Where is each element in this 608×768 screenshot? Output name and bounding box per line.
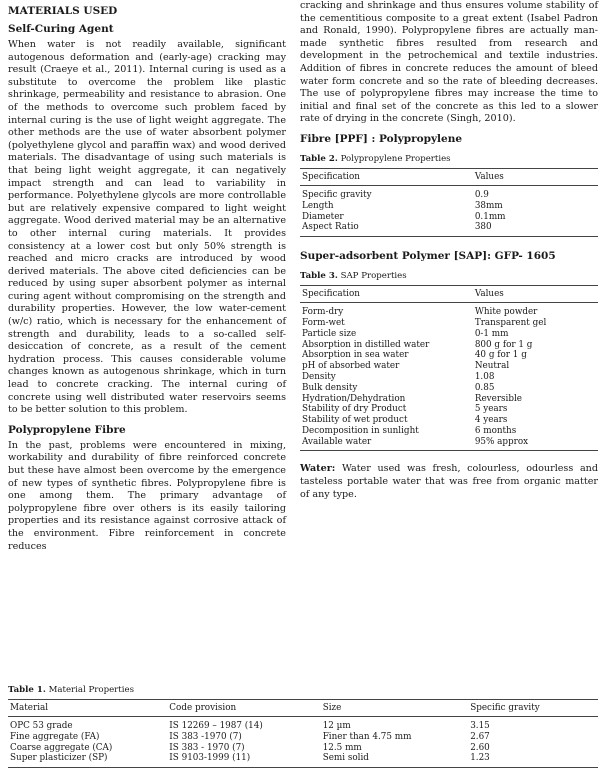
table-row: [8, 732, 598, 743]
table1-caption: [8, 685, 598, 695]
table-cell: Aspect Ratio: [300, 222, 473, 236]
table-cell: Reversible: [474, 393, 523, 404]
table-cell: Specific gravity: [302, 189, 372, 200]
table-cell: Semi solid: [321, 753, 469, 767]
table-cell: 0-1 mm: [474, 328, 509, 339]
table3-caption-text: SAP Properties: [340, 271, 407, 282]
water-label: Water:: [300, 463, 336, 475]
table-cell: Transparent gel: [474, 317, 547, 328]
table-cell: 2.60: [470, 742, 490, 753]
self-curing-paragraph: When water is not readily available, significant autogenous deformation and (early-age) cracking may result (Craeye et al., 2011). Internal curing is used as a substitute to overcome the problem like plastic shrinkage, permeability and resistance to abrasion. One of the methods to overcome such problem faced by internal curing is the use of light weight aggregate. The other methods are the use of water absorbent polymer (polyethylene glycol and paraffin wax) and wood derived materials. The disadvantage of using such materials is that being light weight aggregate, it can negatively impact strength and can lead to variability in performance. Polyethylene glycols are more controllable but are relatively expensive compared to light weight aggregate. Wood derived material may be an alternative to other internal curing materials. It provides consistency at a lower cost but only 50% strength is reached and micro cracks are introduced by wood derived materials. The above cited deficiencies can be reduced by using super absorbent polymer as internal curing agent without compromising on the strength and durability properties. However, the low water-cement (w/c) ratio, which is necessary for the enhancement of strength and durability, leads to a so-called self-desiccation of concrete, as a result of the cement hydration process. This causes considerable volume changes known as autogenous shrinkage, which in turn lead to concrete cracking. The internal curing of concrete using well distributed water reservoirs seems to be better solution to this problem.: [8, 39, 286, 416]
table-cell: Particle size: [302, 328, 357, 339]
table-cell: 12.5 mm: [322, 742, 362, 753]
table-cell: IS 383 -1970 (7): [169, 731, 242, 742]
table-cell: Available water: [300, 437, 473, 451]
table-cell: Diameter: [302, 211, 344, 222]
table-cell: IS 383 - 1970 (7): [169, 742, 245, 753]
table1-caption-text: Material Properties: [48, 685, 134, 695]
table-cell: 95% approx: [473, 437, 598, 451]
table-row: [8, 717, 598, 732]
polypropylene-fibre-paragraph: In the past, problems were encountered in mixing, workability and durability of fibre reinforced concrete but these have almost been overcome by the emergence of new types of synthetic fibres. Polypropylene fibre is one among them. The primary advantage of polypropylene fibre over others is its easily tailoring properties and its resistance against corrosive attack of the environment. Fibre reinforcement in concrete reduces: [8, 439, 286, 552]
table-row: [300, 340, 598, 351]
table-row: [300, 372, 598, 383]
table-cell: Bulk density: [302, 382, 358, 393]
sap-properties-table: [300, 285, 598, 451]
table-row: [300, 303, 598, 318]
materials-used-heading: MATERIALS USED: [8, 5, 118, 17]
table-cell: Absorption in distilled water: [302, 339, 430, 350]
right-column: [300, 0, 598, 511]
table-row: [300, 222, 598, 236]
table-row: [300, 415, 598, 426]
table-cell: Neutral: [474, 361, 510, 372]
sap-heading: Super-adsorbent Polymer [SAP]: GFP- 1605: [300, 250, 556, 263]
table2-caption: [300, 154, 598, 164]
table-cell: OPC 53 grade: [10, 721, 73, 731]
water-text: Water used was fresh, colourless, odourless and tasteless portable water that was free from organic matter of any type.: [300, 463, 598, 500]
table1-caption-label: Table 1.: [8, 685, 46, 695]
table-cell: 5 years: [474, 404, 508, 415]
table1-header-specific-gravity: Specific gravity: [468, 700, 598, 717]
table-row: [300, 185, 598, 200]
table-cell: Fine aggregate (FA): [10, 731, 100, 742]
ppf-heading: Fibre [PPF] : Polypropylene: [300, 132, 463, 145]
table-row: [300, 201, 598, 212]
table-cell: 0.9: [474, 189, 489, 200]
table-row: [300, 329, 598, 340]
table-row: [300, 212, 598, 223]
table-cell: Decomposition in sunlight: [302, 425, 419, 436]
table-row: [300, 394, 598, 405]
table-cell: 3.15: [470, 721, 490, 731]
table-cell: Hydration/Dehydration: [302, 393, 406, 404]
table-row: [300, 404, 598, 415]
self-curing-heading: Self-Curing Agent: [8, 23, 114, 35]
table-cell: IS 12269 – 1987 (14): [169, 721, 263, 731]
table-cell: 2.67: [470, 731, 490, 742]
continued-paragraph: cracking and shrinkage and thus ensures volume stability of the cementitious composite to a great extent (Isabel Padron and Ronald, 1990). Polypropylene fibres are actually man-made synthetic fibres resulted from research and development in the petrochemical and textile industries. Addition of fibres in concrete reduces the amount of bleed water form concrete and so the rate of bleeding decreases. The use of polypropylene fibres may increase the time to initial and final set of the concrete as this led to a slower rate of drying in the concrete (Singh, 2010).: [300, 0, 598, 125]
table1-header-code: Code provision: [167, 700, 320, 717]
table3-header-specification: Specification: [300, 286, 473, 303]
table-cell: 1.23: [468, 753, 598, 767]
table-row: [300, 350, 598, 361]
table2-caption-text: Polypropylene Properties: [340, 153, 451, 164]
table-cell: Coarse aggregate (CA): [10, 742, 113, 753]
table-row: [300, 318, 598, 329]
table3-caption-label: Table 3.: [300, 271, 338, 282]
table-cell: Stability of wet product: [302, 415, 408, 426]
table-cell: 1.08: [474, 371, 495, 382]
table-cell: pH of absorbed water: [302, 361, 400, 372]
table-cell: Length: [302, 200, 334, 211]
material-properties-table: [8, 699, 598, 768]
table-cell: Form-wet: [302, 317, 345, 328]
table-cell: 6 months: [474, 425, 517, 436]
left-column: [8, 0, 286, 559]
table-cell: Density: [302, 371, 336, 382]
table-cell: 12 µm: [322, 721, 351, 731]
table-row: [300, 437, 598, 451]
table1-header-material: Material: [8, 700, 167, 717]
table2-header-values: Values: [473, 168, 598, 185]
water-paragraph: [300, 463, 598, 501]
table3-header-values: Values: [473, 286, 598, 303]
table-row: [300, 361, 598, 372]
table-cell: Stability of dry Product: [302, 404, 407, 415]
table-cell: 800 g for 1 g: [474, 339, 533, 350]
table-cell: 0.85: [474, 382, 495, 393]
table1-container: [8, 685, 598, 768]
table-row: [8, 753, 598, 767]
table-cell: Finer than 4.75 mm: [322, 731, 412, 742]
table-cell: 380: [473, 222, 598, 236]
table-cell: Form-dry: [302, 307, 344, 318]
table1-header-size: Size: [321, 700, 469, 717]
table-cell: 40 g for 1 g: [474, 350, 527, 361]
table-cell: Absorption in sea water: [302, 350, 409, 361]
polypropylene-fibre-heading: Polypropylene Fibre: [8, 423, 126, 436]
table2-header-specification: Specification: [300, 168, 473, 185]
table2-caption-label: Table 2.: [300, 153, 338, 164]
table-row: [8, 743, 598, 754]
table-row: [300, 383, 598, 394]
table-cell: 0.1mm: [474, 211, 506, 222]
table-cell: Super plasticizer (SP): [8, 753, 167, 767]
table3-caption: [300, 271, 598, 281]
table-cell: 4 years: [474, 415, 508, 426]
table-row: [300, 426, 598, 437]
table-cell: 38mm: [474, 200, 503, 211]
table-cell: White powder: [474, 307, 538, 318]
polypropylene-properties-table: [300, 168, 598, 237]
table-cell: IS 9103-1999 (11): [167, 753, 320, 767]
